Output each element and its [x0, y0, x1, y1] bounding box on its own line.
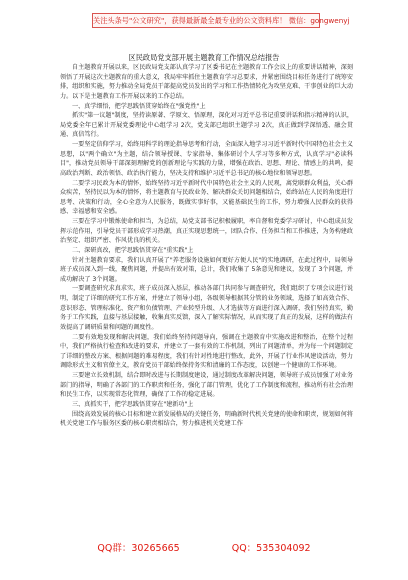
body-paragraph: 自主题教育开展以来，区民政局党支部认真学习了区委书记在主题教育工作会议上的重要讲话精神，深刻领悟了开展这次主题教育的重大意义，我局牢牢抓住主题教育学习总要求，并紧密围绕目标任务进行了统筹安排，组织和实施，努力推动全局党员干部提高党员发出的学习和工作热情转化为攻坚克难、干事创业的巨大动力。以下是主题教育工作开展以来的工作总结。 [60, 64, 353, 100]
qq-group-text: QQ群：30265665 [97, 543, 180, 554]
qq-contact-text: QQ：535304092 [231, 543, 311, 554]
body-paragraph: 二要学习民政为本的情怀，始终坚持习近平新时代中国特色社会主义的人民观，离党联群众利益，关心群众疾苦，坚持民以为本的情怀，将主题教育与民政业务、解决群众关切问题相结合，始终站在人民的角度进行思考、决策和行动，全心全意为人民服务，既做实事好事，又能基础民生的工作，努力增强人民群众的获得感、幸福感和安全感。 [60, 179, 353, 216]
body-paragraph: 三要建立长效机制，结合即时改进与长期制度建设，通过制度改革解决问题，领导班子成员加强了对业务部门的指导，明确了各部门的工作职责和任务，强化了部门管理，优化了工作制度和流程，推动所有社会治理和民生工作，以实现常态化管理，确保了工作的稳定进展。 [60, 372, 353, 399]
section-heading: 一、真学细悟，把学思践悟贯穿始终在"强党性"上 [72, 102, 206, 110]
section-heading: 三、真抓实干，把学思践悟贯穿在"建新功"上 [72, 400, 194, 408]
body-paragraph: 三要在学习中锻炼使命和担当，为总结，局党支部书记积极履职，率自督和党委学习研讨，中心组成员发挥示范作用，引导党员干部形成学习热潮，真正实现思想统一，团队合作、任务担当和工作推进，为务构建政治坚定、组织严密、作风优良的机关。 [60, 218, 353, 245]
body-paragraph: 一要调查研究求真求实，班子成员深入基层，推动各部门共同参与调查研究，我们组织了专项会议进行说明，制定了详细的研究工作方案，并建立了领导小组，各级领导根据其分管的业务领域，选择了如高效合作、意识形态、管理标准化、资产和负债管理、产业转型升级、人才选拔等方面进行深入调研，我们坚持真实，勤务于工作实践，直接与基层接触，收集真实反馈，深入了解实际情况，从而实现了真正的发展，这样的做法有效提高了调研质量和问题的调度性。 [60, 285, 353, 331]
contact-footer [0, 542, 408, 556]
section-heading: 二、深研真改，把学思践悟贯穿在"重实践"上 [72, 246, 194, 254]
document-body [60, 63, 353, 429]
body-paragraph: 二要有效地发现和解决问题，我们始终坚持问题导向，强调在主题教育中实施改进和整治，在整个过程中，我们严格执行检查和改进的要求，并建立了一套有效的工作机制，列出了问题清单，并为每一个问题制定了详细的整改方案、根据问题的难易程度，我们有针对性地进行整改，此外，开展了行业作风建设活动，努力调除形式主义和官僚主义，教育党员干部始终保持务实和清廉的工作态度，以创建一个健康的工作环境。 [60, 333, 353, 370]
promo-banner-text: 关注头条号"公文研究"，获得最新最全最专业的公文资料库！ 微信：gongwenyj [93, 16, 350, 25]
body-paragraph: 抓实"第一议题"制度，坚持读原著、学原文、悟原理，深化对习近平总书记重要讲话和指示精神的认识，局党委全年已累计开展党委理论中心组学习 2次，党支部已组织主题学习 2次，真正做到学深悟透、融会贯通、真信笃行。 [60, 112, 353, 139]
promo-banner [92, 13, 350, 28]
body-paragraph: 一要坚定信仰学习，始终用科学的理论指导思考和行动，全面深入地学习习近平新时代中国特色社会主义思想，以"两个确立"为主题，结合领导授课、专家指导、集体研讨个人学习等多种方式，认真学习"必读科目"，推动党员领导干部深刻理解党的创新理论与实践的力量，增强在政治、思想、理论、情感上的共鸣，提高政治判断、政治领悟、政治执行能力，坚决支持和维护习近平总书记的核心地位和领导思想。 [60, 141, 353, 177]
body-paragraph: 针对主题教育要求，我们认真开展了"养老服务设施如何更好方便人民"的实地调研，在此过程中，局领导班子成员深入到一线，聚焦问题，并提出有效对策，总计，我们收集了 5条意见和建议，发现了 3个问题，并成功解决了 3个问题。 [60, 256, 353, 283]
document-title: 区民政局党支部开展主题教育工作情况总结报告 [128, 53, 280, 62]
body-paragraph: 围绕高效发展的核心目标和建立新发展格局的关键任务，明确新时代机关党建的使命和职责，规划如何将机关党建工作与服务区委的核心职责相结合，努力推进机关党建工作 [60, 410, 353, 428]
